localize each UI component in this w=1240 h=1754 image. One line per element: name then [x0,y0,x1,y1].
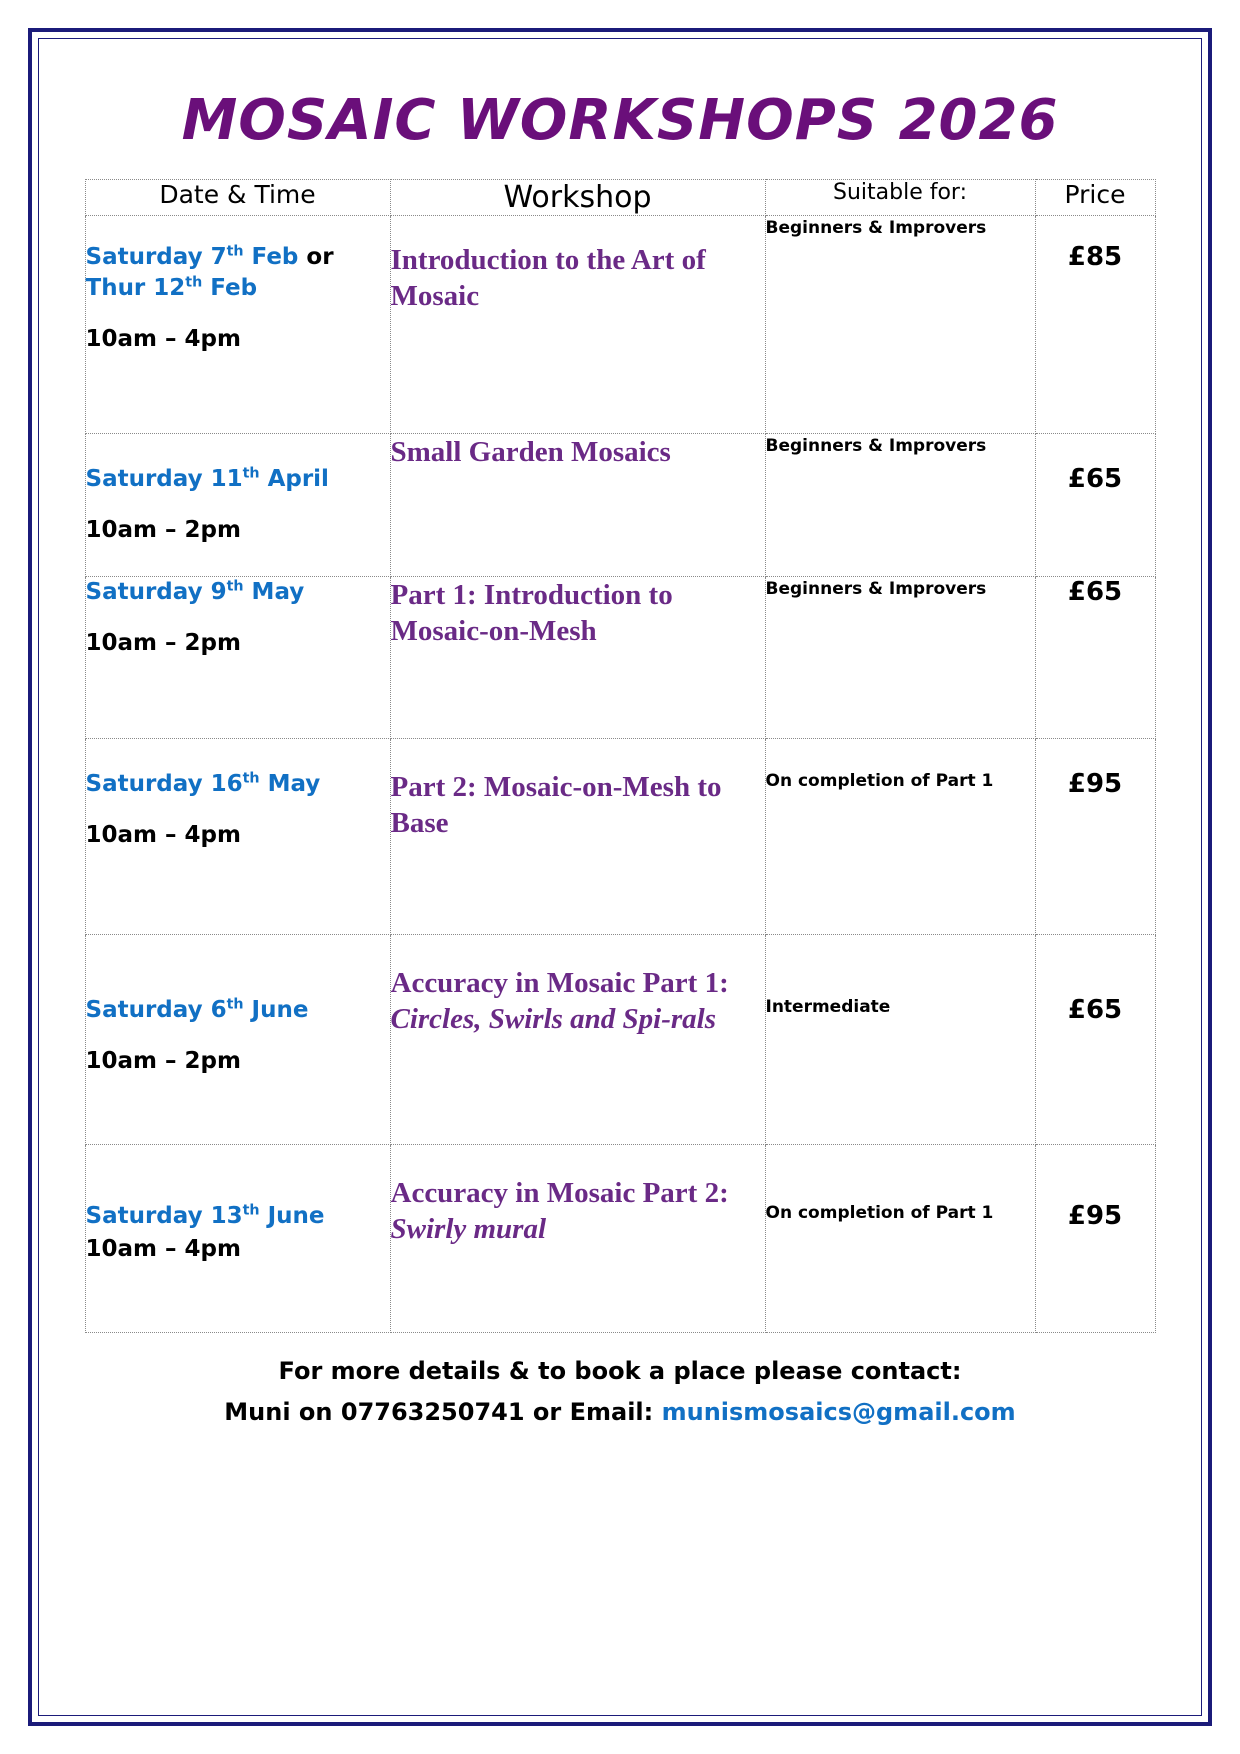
cell-workshop [390,577,765,739]
page-title: MOSAIC WORKSHOPS 2026 [181,88,1059,153]
date-text: Saturday 16th May [85,770,321,797]
suitable-text: Intermediate [765,997,891,1017]
cell-price [1035,434,1155,577]
cell-date [85,577,390,739]
cell-price [1035,935,1155,1145]
time-text: 10am – 2pm [85,630,241,657]
cell-workshop [390,739,765,935]
contact-email[interactable]: munismosaics@gmail.com [661,1397,1016,1426]
date-text: Saturday 11th April [85,465,329,492]
cell-suitable [765,935,1035,1145]
footer [80,1351,1160,1433]
time-text: 10am – 4pm [85,822,241,849]
cell-price [1035,577,1155,739]
workshop-subtitle: Circles, Swirls and Spi-rals [390,1003,717,1036]
suitable-text: On completion of Part 1 [765,771,994,791]
cell-suitable [765,577,1035,739]
date-text: Saturday 9th May [85,578,305,605]
column-header-suitable: Suitable for: [765,180,1035,216]
suitable-text: Beginners & Improvers [765,579,987,599]
time-text: 10am – 2pm [85,517,241,544]
cell-date [85,216,390,434]
contact-line-2 [80,1392,1160,1433]
time-text: 10am – 4pm [85,1236,241,1263]
suitable-text: Beginners & Improvers [765,218,987,238]
date-text: Saturday 7th Feb or Thur 12th Feb [85,243,334,302]
price-text: £95 [1067,1201,1123,1231]
cell-suitable [765,739,1035,935]
cell-workshop [390,216,765,434]
cell-date [85,1145,390,1333]
price-text: £65 [1067,464,1123,494]
suitable-text: Beginners & Improvers [765,436,987,456]
cell-workshop [390,1145,765,1333]
suitable-text: On completion of Part 1 [765,1203,994,1223]
workshops-table [85,179,1156,1333]
time-text: 10am – 4pm [85,326,241,353]
table-body [85,216,1155,1333]
date-text: Saturday 13th June [85,1202,325,1229]
table-row [85,935,1155,1145]
contact-line-1: For more details & to book a place please contact: [278,1357,962,1385]
cell-price [1035,216,1155,434]
workshop-title: Part 1: Introduction to Mosaic-on-Mesh [390,579,673,648]
table-row [85,739,1155,935]
cell-price [1035,739,1155,935]
price-text: £85 [1067,242,1123,272]
workshop-title: Part 2: Mosaic-on-Mesh to Base [390,771,722,840]
workshop-subtitle: Swirly mural [390,1213,547,1246]
price-text: £95 [1067,769,1123,799]
workshop-title: Introduction to the Art of Mosaic [390,244,706,313]
cell-date [85,739,390,935]
table-row [85,216,1155,434]
workshop-title: Accuracy in Mosaic Part 1: [390,967,729,999]
cell-suitable [765,1145,1035,1333]
contact-phone-text: Muni on 07763250741 or Email: [224,1397,662,1426]
price-text: £65 [1067,577,1123,607]
table-row [85,434,1155,577]
column-header-workshop: Workshop [390,180,765,216]
workshop-title: Small Garden Mosaics [390,436,671,468]
cell-date [85,434,390,577]
table-header-row [85,180,1155,216]
table-header [85,180,1155,216]
cell-suitable [765,434,1035,577]
cell-price [1035,1145,1155,1333]
column-header-date: Date & Time [85,180,390,216]
price-text: £65 [1067,995,1123,1025]
cell-workshop [390,935,765,1145]
poster-content [80,70,1160,1433]
cell-suitable [765,216,1035,434]
date-text: Saturday 6th June [85,996,309,1023]
table-row [85,577,1155,739]
workshop-title: Accuracy in Mosaic Part 2: [390,1177,729,1209]
cell-workshop [390,434,765,577]
table-row [85,1145,1155,1333]
time-text: 10am – 2pm [85,1048,241,1075]
cell-date [85,935,390,1145]
column-header-price: Price [1035,180,1155,216]
